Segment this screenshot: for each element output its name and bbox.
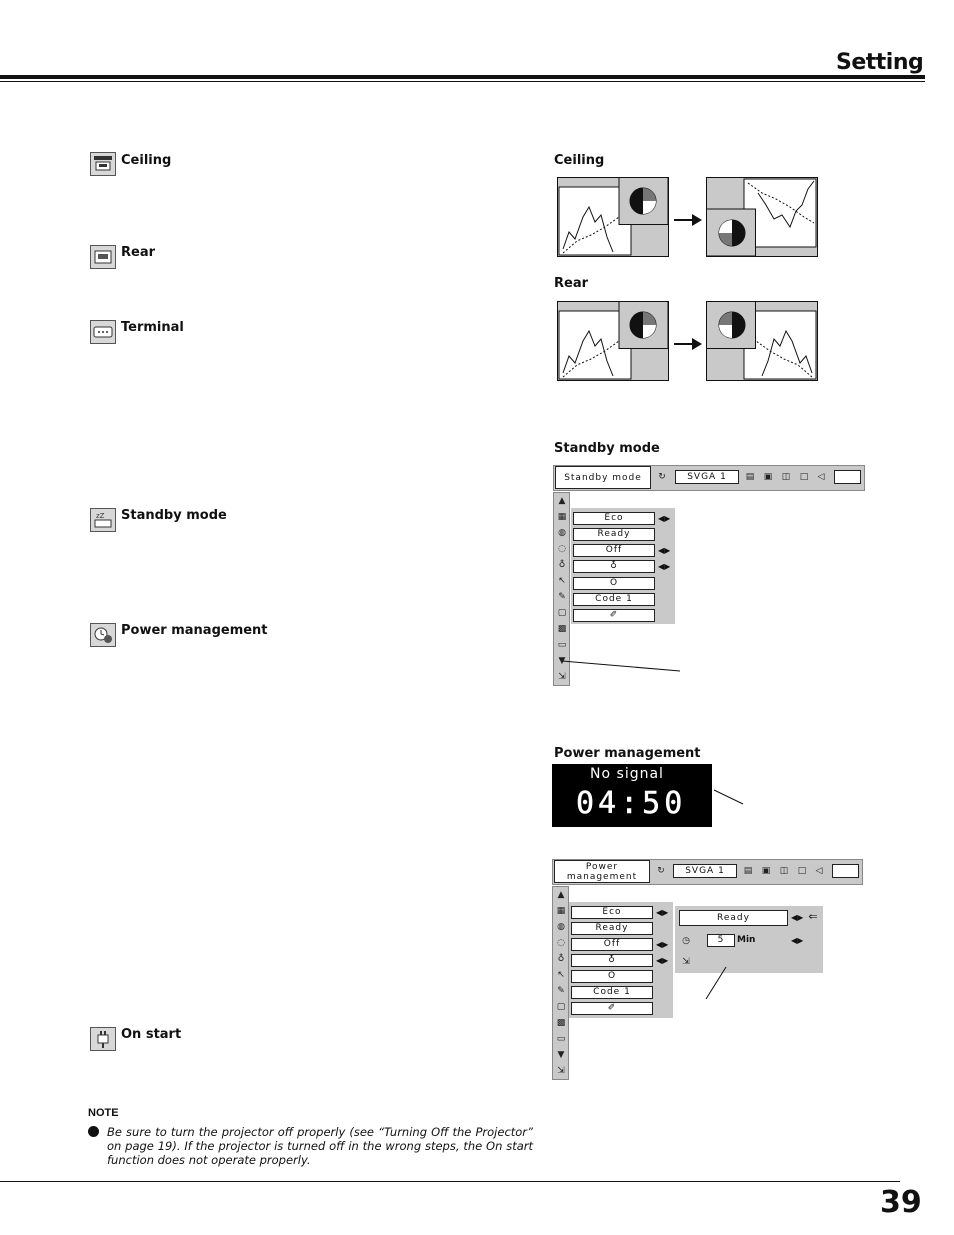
page-number: 39 bbox=[880, 1185, 922, 1220]
figure-caption: Standby mode bbox=[554, 441, 660, 456]
header-rule bbox=[0, 75, 925, 79]
ceiling-after-image bbox=[706, 177, 818, 257]
pen-icon: ✐ bbox=[607, 1003, 617, 1013]
feature-label: Rear bbox=[121, 245, 156, 260]
lock-icon: ▢ bbox=[556, 1002, 566, 1012]
feature-rear bbox=[90, 245, 116, 269]
option-field[interactable]: Off bbox=[573, 544, 655, 557]
option-field[interactable]: Off bbox=[571, 938, 653, 951]
rear-icon: ◍ bbox=[558, 528, 566, 538]
option-field[interactable]: Eco bbox=[571, 906, 653, 919]
sound-icon: ◁ bbox=[815, 866, 823, 876]
left-right-arrows-icon[interactable]: ◀▶ bbox=[791, 936, 804, 945]
ceiling-icon bbox=[90, 152, 116, 176]
left-right-arrows-icon[interactable]: ◀▶ bbox=[791, 913, 804, 922]
left-right-arrows-icon[interactable]: ◀▶ bbox=[656, 908, 669, 917]
rear-icon bbox=[90, 245, 116, 269]
up-arrow-icon: ▲ bbox=[558, 496, 566, 506]
note-heading: NOTE bbox=[88, 1107, 119, 1119]
option-field[interactable] bbox=[571, 1002, 653, 1015]
back-arrow-icon[interactable]: ⇐ bbox=[808, 910, 818, 923]
exit-icon[interactable]: ⇲ bbox=[682, 957, 690, 967]
callout-line bbox=[560, 655, 690, 679]
svg-text:zZ: zZ bbox=[96, 512, 105, 520]
arrow-right-icon bbox=[674, 335, 704, 354]
standby-menu-title[interactable]: Standby mode bbox=[555, 466, 651, 489]
image-adjust-icon: ▣ bbox=[763, 472, 773, 482]
rear-after-image bbox=[706, 301, 818, 381]
power-menu-title[interactable] bbox=[554, 860, 650, 883]
no-signal-label: No signal bbox=[590, 766, 664, 782]
no-signal-display bbox=[552, 764, 712, 827]
image-adjust-icon: ▣ bbox=[761, 866, 771, 876]
option-field[interactable]: Ready bbox=[573, 528, 655, 541]
feature-power-management bbox=[90, 623, 116, 647]
down-arrow-icon: ▼ bbox=[558, 656, 566, 666]
terminal-icon bbox=[90, 320, 116, 344]
note-text: Be sure to turn the projector off properly (see “Turning Off the Projector” on page 19). If the projector is turned off in the wrong steps, the On start function does not operate properly. bbox=[107, 1125, 533, 1167]
rear-before-image bbox=[557, 301, 669, 381]
option-field[interactable]: Code 1 bbox=[571, 986, 653, 999]
lamp-icon: ♁ bbox=[610, 561, 618, 571]
page-title: Setting bbox=[836, 50, 924, 75]
feature-label: Power management bbox=[121, 623, 268, 638]
footer-rule bbox=[0, 1181, 900, 1182]
terminal-icon: ◌ bbox=[557, 938, 565, 948]
ceiling-icon: ▦ bbox=[557, 512, 567, 522]
ceiling-before-image bbox=[557, 177, 669, 257]
setting-icon[interactable] bbox=[834, 470, 861, 484]
power-management-icon bbox=[90, 623, 116, 647]
feature-on-start bbox=[90, 1027, 116, 1051]
option-field[interactable]: O bbox=[573, 577, 655, 590]
figure-caption: Power management bbox=[554, 746, 701, 761]
pen-icon: ✎ bbox=[557, 986, 565, 996]
figure-caption: Rear bbox=[554, 276, 589, 291]
lamp-icon: ♁ bbox=[608, 955, 616, 965]
callout-line bbox=[712, 788, 748, 812]
source-icon: ↻ bbox=[658, 472, 666, 482]
down-arrow-icon: ▼ bbox=[557, 1050, 565, 1060]
filter-icon: ▭ bbox=[557, 640, 567, 650]
rear-icon: ◍ bbox=[557, 922, 565, 932]
feature-ceiling bbox=[90, 152, 116, 176]
pen-icon: ✎ bbox=[558, 592, 566, 602]
power-mode-field[interactable]: Ready bbox=[679, 910, 788, 926]
left-right-arrows-icon[interactable]: ◀▶ bbox=[658, 562, 671, 571]
feature-label: Terminal bbox=[121, 320, 184, 335]
timer-unit: Min bbox=[737, 935, 756, 945]
sound-icon: ◁ bbox=[817, 472, 825, 482]
power-source-field[interactable]: SVGA 1 bbox=[673, 864, 737, 878]
feature-label: On start bbox=[121, 1027, 182, 1042]
left-right-arrows-icon[interactable]: ◀▶ bbox=[658, 546, 671, 555]
note-body bbox=[88, 1125, 533, 1167]
standby-source-field[interactable]: SVGA 1 bbox=[675, 470, 739, 484]
figure-caption: Ceiling bbox=[554, 153, 605, 168]
setting-icon[interactable] bbox=[832, 864, 859, 878]
image-icon: ▤ bbox=[743, 866, 753, 876]
left-right-arrows-icon[interactable]: ◀▶ bbox=[656, 956, 669, 965]
option-field[interactable]: Code 1 bbox=[573, 593, 655, 606]
source-icon: ↻ bbox=[657, 866, 665, 876]
terminal-icon: ◌ bbox=[558, 544, 566, 554]
lamp-icon: ♁ bbox=[558, 560, 566, 570]
lamp-icon: ♁ bbox=[557, 954, 565, 964]
standby-icon bbox=[90, 508, 116, 532]
feature-terminal bbox=[90, 320, 116, 344]
feature-label: Standby mode bbox=[121, 508, 227, 523]
standby-icon: ▩ bbox=[556, 1018, 566, 1028]
feature-label: Ceiling bbox=[121, 153, 172, 168]
callout-line bbox=[700, 965, 730, 1007]
feature-standby bbox=[90, 508, 116, 532]
pen-icon: ✐ bbox=[609, 610, 619, 620]
plug-icon bbox=[90, 1027, 116, 1051]
exit-icon: ⇲ bbox=[558, 672, 566, 682]
window-icon: □ bbox=[799, 472, 809, 482]
standby-icon: ▩ bbox=[557, 624, 567, 634]
exit-icon: ⇲ bbox=[557, 1066, 565, 1076]
header-rule-thin bbox=[0, 81, 925, 82]
ceiling-icon: ▦ bbox=[556, 906, 566, 916]
left-right-arrows-icon[interactable]: ◀▶ bbox=[656, 940, 669, 949]
up-arrow-icon: ▲ bbox=[557, 890, 565, 900]
power-menu-title-line1: Power bbox=[585, 861, 619, 872]
option-field[interactable]: O bbox=[571, 970, 653, 983]
window-icon: □ bbox=[797, 866, 807, 876]
countdown-timer: 04:50 bbox=[576, 786, 687, 821]
option-field[interactable] bbox=[573, 560, 655, 573]
pointer-icon: ↖ bbox=[557, 970, 565, 980]
arrow-right-icon bbox=[674, 211, 704, 230]
timer-value-field[interactable]: 5 bbox=[707, 934, 735, 947]
power-menu-title-line2: management bbox=[566, 871, 638, 882]
bullet-icon bbox=[88, 1126, 99, 1137]
option-field[interactable] bbox=[571, 954, 653, 967]
option-field[interactable] bbox=[573, 609, 655, 622]
image-icon: ▤ bbox=[745, 472, 755, 482]
option-field[interactable]: Eco bbox=[573, 512, 655, 525]
left-right-arrows-icon[interactable]: ◀▶ bbox=[658, 514, 671, 523]
lock-icon: ▢ bbox=[557, 608, 567, 618]
option-field[interactable]: Ready bbox=[571, 922, 653, 935]
screen-icon: ◫ bbox=[781, 472, 791, 482]
filter-icon: ▭ bbox=[556, 1034, 566, 1044]
timer-icon: ◷ bbox=[682, 936, 690, 946]
screen-icon: ◫ bbox=[779, 866, 789, 876]
pointer-icon: ↖ bbox=[558, 576, 566, 586]
